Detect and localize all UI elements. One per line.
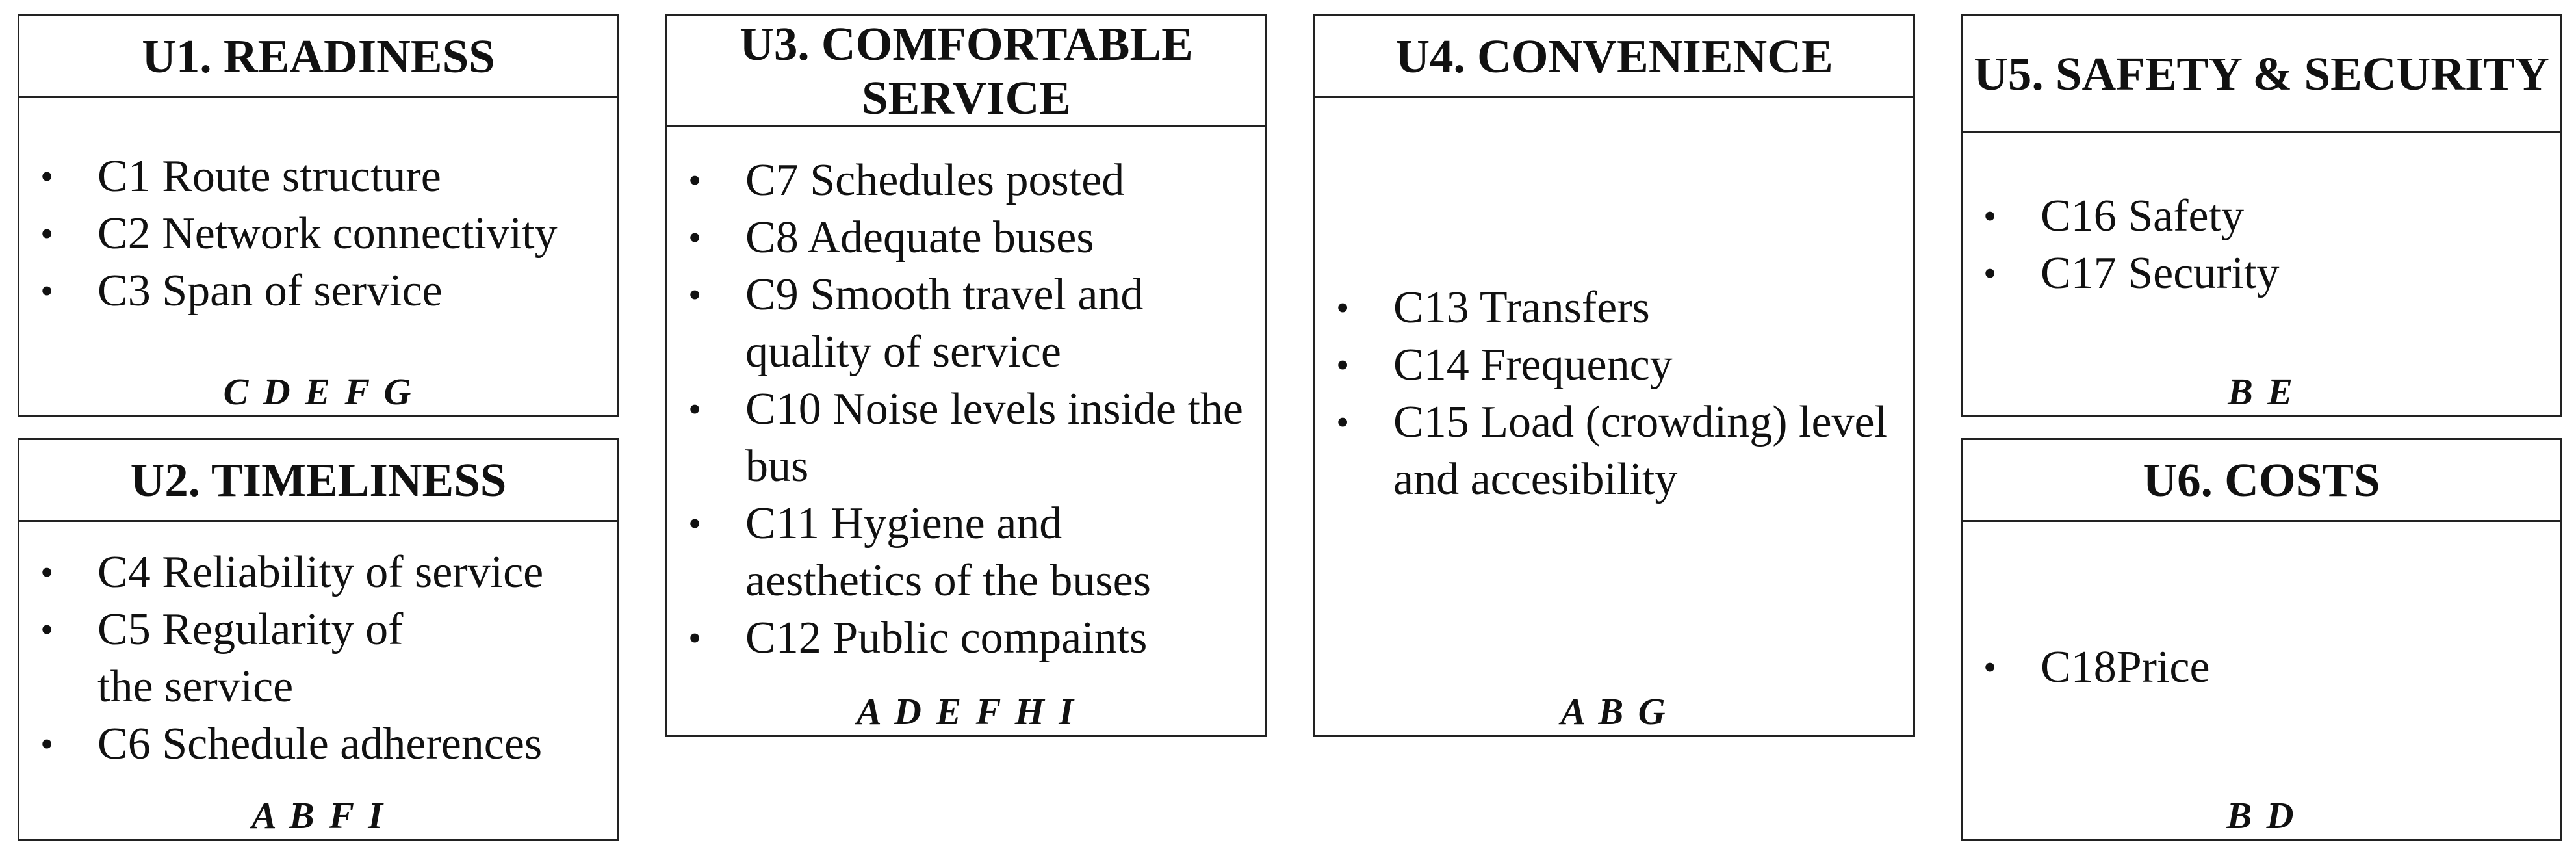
criteria-list: [19, 544, 617, 773]
category-title: U1. READINESS: [19, 16, 617, 98]
category-title: U6. COSTS: [1963, 440, 2560, 522]
category-box-costs: [1961, 438, 2562, 841]
criteria-list: [19, 148, 617, 320]
category-tags: B D: [2226, 794, 2297, 837]
criteria-list: [1963, 188, 2560, 302]
category-box-readiness: [18, 14, 619, 417]
category-tags: B E: [2228, 370, 2295, 413]
criterion-item: • C8 Adequate buses: [667, 209, 1265, 266]
criterion-item: • C3 Span of service: [19, 263, 617, 320]
category-title: U2. TIMELINESS: [19, 440, 617, 522]
category-tags: A B G: [1560, 690, 1668, 733]
criteria-list: [1315, 280, 1913, 508]
category-tags: A D E F H I: [857, 690, 1076, 733]
criterion-item: • C13 Transfers: [1315, 280, 1913, 337]
criterion-item: • C11 Hygiene and aesthetics of the buses: [667, 495, 1212, 610]
category-box-timeliness: [18, 438, 619, 841]
criterion-item: • C1 Route structure: [19, 148, 617, 205]
category-tags: A B F I: [251, 794, 385, 837]
category-title: U5. SAFETY & SECURITY: [1963, 16, 2560, 133]
criteria-list: [667, 152, 1265, 667]
criterion-item: • C16 Safety: [1963, 188, 2560, 245]
criterion-item: • C15 Load (crowding) level and accesibility: [1315, 394, 1913, 508]
criterion-item: • C18Price: [1963, 639, 2560, 696]
criteria-list: [1963, 639, 2560, 696]
category-box-comfortable-service: [665, 14, 1267, 737]
category-tags: C D E F G: [223, 370, 414, 413]
criterion-item: • C7 Schedules posted: [667, 152, 1265, 209]
criterion-item: • C12 Public compaints: [667, 610, 1265, 667]
category-title: U3. COMFORTABLE SERVICE: [667, 16, 1265, 127]
criterion-item: • C6 Schedule adherences: [19, 716, 617, 773]
category-title: U4. CONVENIENCE: [1315, 16, 1913, 98]
category-box-convenience: [1313, 14, 1915, 737]
criterion-item: • C5 Regularity of the service: [19, 601, 473, 716]
criterion-item: • C14 Frequency: [1315, 337, 1913, 394]
criterion-item: • C9 Smooth travel and quality of service: [667, 266, 1265, 381]
criterion-item: • C17 Security: [1963, 245, 2560, 302]
criterion-item: • C10 Noise levels inside the bus: [667, 381, 1265, 495]
criterion-item: • C2 Network connectivity: [19, 205, 617, 263]
category-box-safety-security: [1961, 14, 2562, 417]
criterion-item: • C4 Reliability of service: [19, 544, 617, 601]
